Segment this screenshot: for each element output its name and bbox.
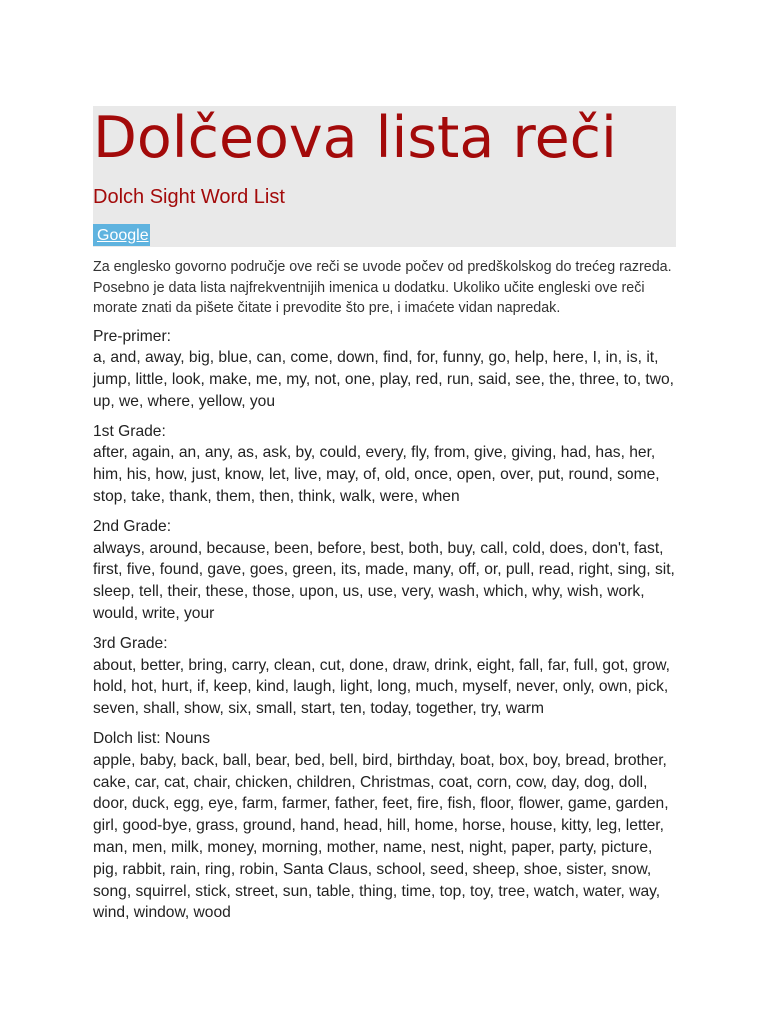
word-list: after, again, an, any, as, ask, by, could, every, fly, from, give, giving, had, has, her, him, his, how, just, know, let, live, may, of, old, once, open, over, put, round, some, stop, take, thank, them, then, think, walk, were, when bbox=[93, 444, 660, 506]
page-subtitle: Dolch Sight Word List bbox=[93, 186, 285, 208]
word-list: about, better, bring, carry, clean, cut, done, draw, drink, eight, fall, far, full, got, grow, hold, hot, hurt, if, keep, kind, laugh, light, long, much, myself, never, only, own, pick, seven, shall, show, six, small, start, ten, today, together, try, warm bbox=[93, 656, 670, 718]
section-heading: 2nd Grade: bbox=[93, 517, 172, 535]
section-2nd-grade bbox=[93, 516, 678, 625]
word-list: apple, baby, back, ball, bear, bed, bell, bird, birthday, boat, box, boy, bread, brother, cake, car, cat, chair, chicken, children, Christmas, coat, corn, cow, day, dog, doll, door, duck, egg, eye, farm, farmer, father, feet, fire, fish, floor, flower, game, garden, girl, good-bye, grass, ground, hand, head, hill, home, horse, house, kitty, leg, letter, man, men, milk, money, morning, mother, name, nest, night, paper, party, picture, pig, rabbit, rain, ring, robin, Santa Claus, school, seed, sheep, shoe, sister, snow, song, squirrel, stick, street, sun, table, thing, time, top, toy, tree, watch, water, way, wind, window, wood bbox=[93, 751, 669, 922]
word-list: always, around, because, been, before, best, both, buy, call, cold, does, don't, fast, first, five, found, gave, goes, green, its, made, many, off, or, pull, read, right, sing, sit, sleep, tell, their, these, those, upon, us, use, very, wash, which, why, wish, work, would, write, your bbox=[93, 539, 675, 623]
section-3rd-grade bbox=[93, 633, 678, 720]
section-heading: 3rd Grade: bbox=[93, 634, 168, 652]
section-1st-grade bbox=[93, 421, 678, 508]
intro-paragraph: Za englesko govorno područje ove reči se uvode počev od predškolskog do trećeg razreda. Posebno je data lista najfrekventnijih imenica u dodatku. Ukoliko učite engleski ove reči morate znati da pišete čitate i prevodite što pre, i imaćete vidan napredak. bbox=[93, 259, 672, 316]
section-heading: 1st Grade: bbox=[93, 422, 166, 440]
page-title: Dolčeova lista reči bbox=[93, 105, 617, 171]
word-list: a, and, away, big, blue, can, come, down, find, for, funny, go, help, here, I, in, is, it, jump, little, look, make, me, my, not, one, play, red, run, said, see, the, three, to, two, up, we, where, yellow, you bbox=[93, 349, 674, 410]
section-nouns bbox=[93, 728, 678, 924]
section-heading: Dolch list: Nouns bbox=[93, 730, 210, 748]
document-body bbox=[93, 257, 678, 932]
section-pre-primer bbox=[93, 326, 678, 413]
section-heading: Pre-primer: bbox=[93, 327, 171, 345]
google-link[interactable]: Google bbox=[93, 224, 150, 246]
